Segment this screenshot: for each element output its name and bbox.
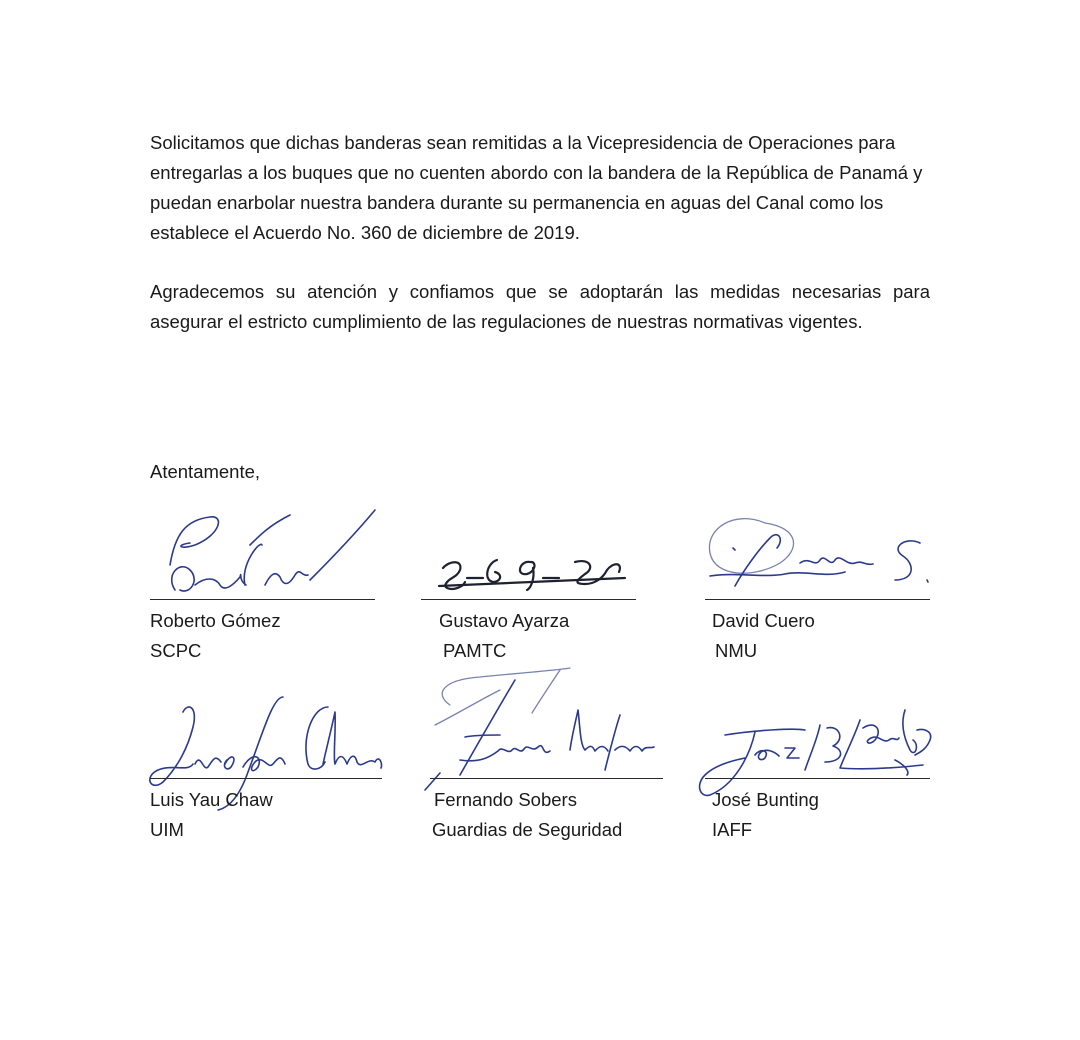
signatory-name: Fernando Sobers [434, 789, 577, 810]
signatory-organization: NMU [715, 640, 758, 661]
signatory-name: José Bunting [712, 789, 819, 810]
body-paragraph-2: Agradecemos su atención y confiamos que se adoptarán las medidas necesarias para asegurar el estricto cumplimiento de las regulaciones de nuestras normativas vigentes. [150, 281, 930, 332]
signature-line [705, 778, 930, 779]
handwritten-signature [150, 505, 380, 600]
signature-line [150, 599, 375, 600]
signatory-name: Roberto Gómez [150, 610, 281, 631]
signatory-organization: IAFF [712, 819, 753, 840]
handwritten-signature [435, 548, 635, 598]
signatory-organization: SCPC [150, 640, 202, 661]
handwritten-signature [705, 508, 935, 598]
closing-salutation: Atentamente, [150, 461, 261, 482]
signatory-organization: UIM [150, 819, 184, 840]
signatory-organization: Guardias de Seguridad [432, 819, 623, 840]
signatory-organization: PAMTC [443, 640, 507, 661]
signatory-name: Luis Yau Chaw [150, 789, 273, 810]
signatory-name: Gustavo Ayarza [439, 610, 570, 631]
signature-line [421, 599, 636, 600]
handwritten-signature [695, 700, 940, 800]
signatory-name: David Cuero [712, 610, 815, 631]
body-paragraph-1: Solicitamos que dichas banderas sean remitidas a la Vicepresidencia de Operaciones para entregarlas a los buques que no cuenten abordo con la bandera de la República de Panamá y puedan enarbolar nuestra bandera durante su permanencia en aguas del Canal como los establece el Acuerdo No. 360 de diciembre de 2019. [150, 132, 923, 243]
handwritten-signature [420, 665, 665, 795]
signature-line [705, 599, 930, 600]
signature-line [430, 778, 663, 779]
signature-line [150, 778, 382, 779]
